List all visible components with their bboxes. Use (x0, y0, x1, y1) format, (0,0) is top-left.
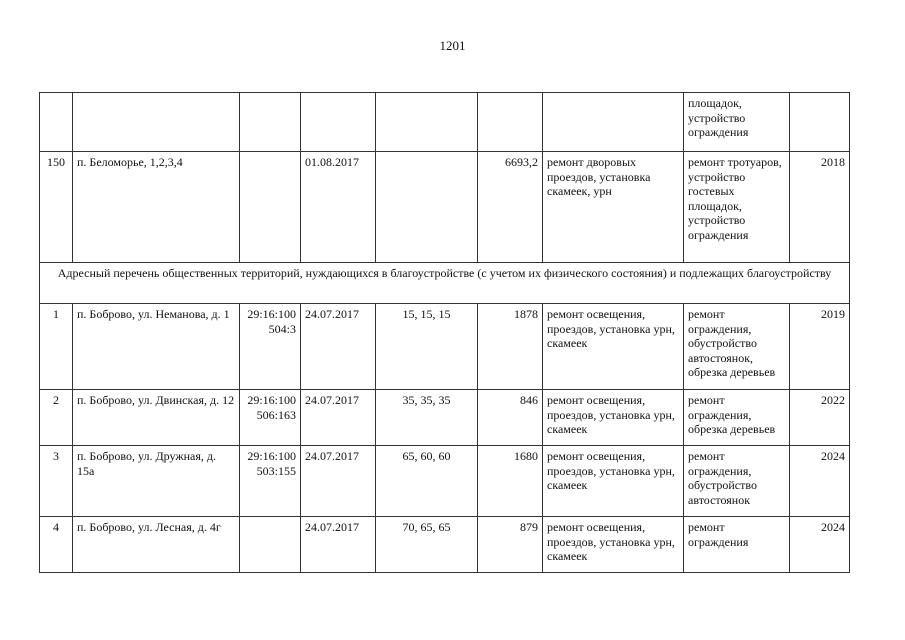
cell-works-extra: площадок, устройство ограждения (684, 93, 790, 152)
cell-year (790, 93, 850, 152)
table-row (40, 152, 850, 263)
table-row (40, 390, 850, 446)
section-title: Адресный перечень общественных территорий, нуждающихся в благоустройстве (с учетом их физического состояния) и подлежащих благоустройству (40, 263, 850, 304)
table-row (40, 304, 850, 390)
cell-works-extra: ремонт тротуаров, устройство гостевых площадок, устройство ограждения (684, 152, 790, 263)
cell-date: 01.08.2017 (301, 152, 376, 263)
cell-area: 879 (478, 517, 543, 573)
cell-date: 24.07.2017 (301, 304, 376, 390)
cell-num: 2 (40, 390, 73, 446)
cell-cadastral: 29:16:100 504:3 (240, 304, 301, 390)
cell-cadastral (240, 517, 301, 573)
cell-works-min (543, 93, 684, 152)
cell-works-min: ремонт дворовых проездов, установка скамеек, урн (543, 152, 684, 263)
cell-area: 846 (478, 390, 543, 446)
cell-dims: 35, 35, 35 (376, 390, 478, 446)
cell-works-min: ремонт освещения, проездов, установка урн, скамеек (543, 390, 684, 446)
cell-address: п. Боброво, ул. Неманова, д. 1 (73, 304, 240, 390)
cell-address: п. Боброво, ул. Лесная, д. 4г (73, 517, 240, 573)
cell-address: п. Боброво, ул. Двинская, д. 12 (73, 390, 240, 446)
cell-works-min: ремонт освещения, проездов, установка урн, скамеек (543, 517, 684, 573)
table-row (40, 517, 850, 573)
cell-works-extra: ремонт ограждения, обустройство автостоянок, обрезка деревьев (684, 304, 790, 390)
cell-date (301, 93, 376, 152)
cell-date: 24.07.2017 (301, 446, 376, 517)
cell-area: 6693,2 (478, 152, 543, 263)
cell-dims: 70, 65, 65 (376, 517, 478, 573)
cell-num: 1 (40, 304, 73, 390)
cell-date: 24.07.2017 (301, 517, 376, 573)
cell-address (73, 93, 240, 152)
cell-works-extra: ремонт ограждения (684, 517, 790, 573)
cell-cadastral: 29:16:100 506:163 (240, 390, 301, 446)
cell-works-min: ремонт освещения, проездов, установка урн, скамеек (543, 304, 684, 390)
cell-year: 2024 (790, 446, 850, 517)
cell-address: п. Боброво, ул. Дружная, д. 15а (73, 446, 240, 517)
table-row (40, 93, 850, 152)
cell-num: 150 (40, 152, 73, 263)
cell-area (478, 93, 543, 152)
cell-dims (376, 93, 478, 152)
cell-works-extra: ремонт ограждения, обустройство автостоянок (684, 446, 790, 517)
cell-area: 1878 (478, 304, 543, 390)
cell-date: 24.07.2017 (301, 390, 376, 446)
cell-year: 2022 (790, 390, 850, 446)
cell-year: 2019 (790, 304, 850, 390)
cell-works-min: ремонт освещения, проездов, установка урн, скамеек (543, 446, 684, 517)
cell-dims: 15, 15, 15 (376, 304, 478, 390)
cell-cadastral: 29:16:100 503:155 (240, 446, 301, 517)
cell-num: 4 (40, 517, 73, 573)
cell-dims: 65, 60, 60 (376, 446, 478, 517)
cell-address: п. Беломорье, 1,2,3,4 (73, 152, 240, 263)
cell-area: 1680 (478, 446, 543, 517)
cell-cadastral (240, 93, 301, 152)
cell-num (40, 93, 73, 152)
page-number: 1201 (439, 38, 466, 53)
cell-dims (376, 152, 478, 263)
table-row (40, 446, 850, 517)
cell-year: 2018 (790, 152, 850, 263)
territory-table (39, 92, 850, 573)
cell-year: 2024 (790, 517, 850, 573)
cell-cadastral (240, 152, 301, 263)
section-row (40, 263, 850, 304)
cell-num: 3 (40, 446, 73, 517)
cell-works-extra: ремонт ограждения, обрезка деревьев (684, 390, 790, 446)
